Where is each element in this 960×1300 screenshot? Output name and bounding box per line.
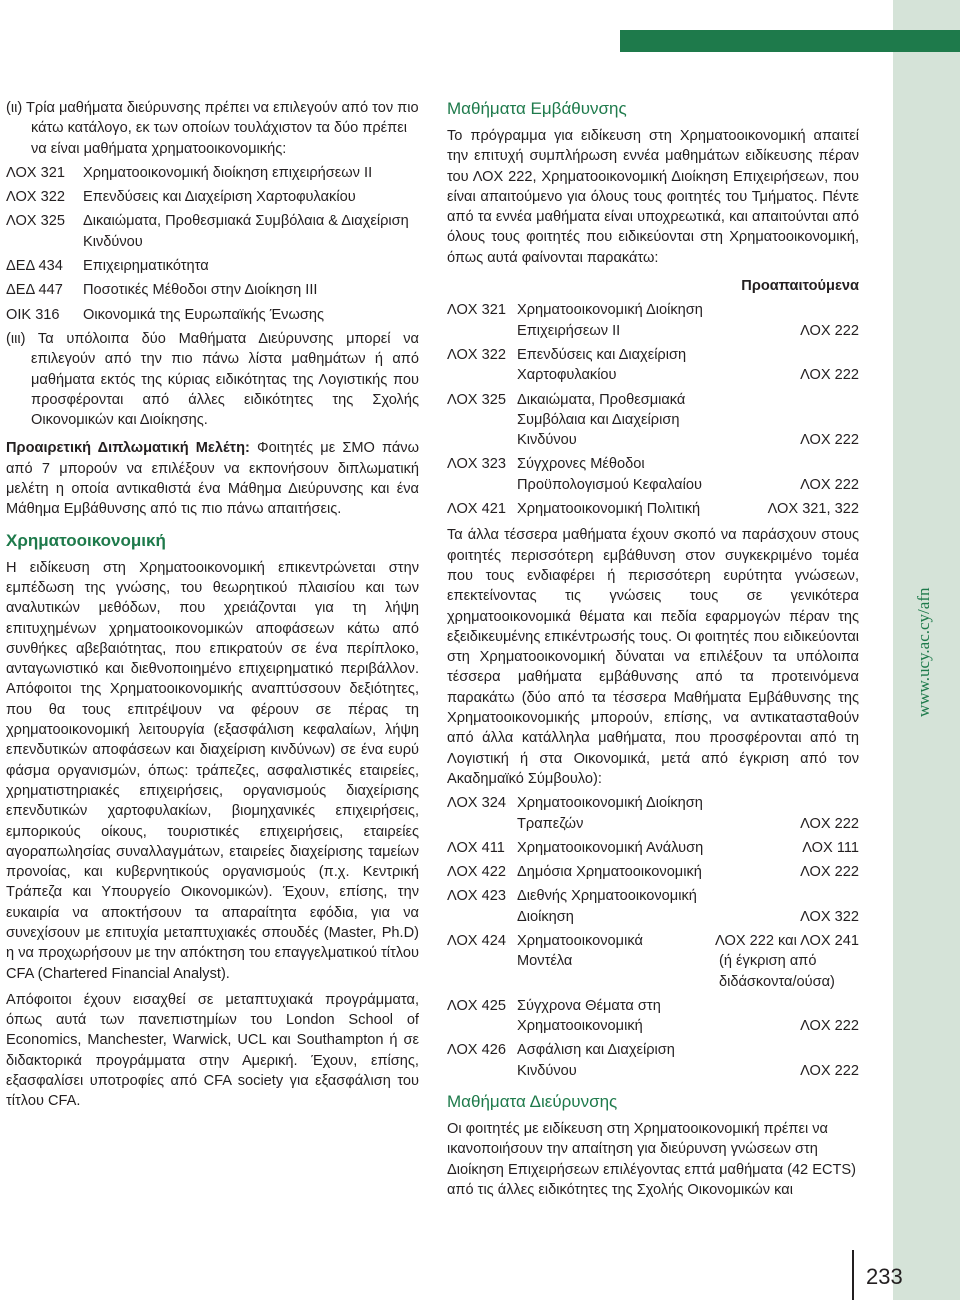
course-code: ΛΟΧ 321 xyxy=(447,302,506,319)
course-name: Επενδύσεις και Διαχείριση Χαρτοφυλακίου xyxy=(83,189,356,206)
course-code: ΔΕΔ 434 xyxy=(6,258,63,275)
course-name: Δικαιώματα, Προθεσμιακά Συμβόλαια & Διαχείριση Κινδύνου xyxy=(83,213,409,250)
required-course-row xyxy=(447,345,859,386)
elective-course-row xyxy=(447,1040,859,1081)
course-name: Επενδύσεις και Διαχείριση Χαρτοφυλακίου xyxy=(517,346,687,384)
prerequisites-heading: Προαπαιτούμενα xyxy=(741,278,859,295)
course-code: ΛΟΧ 325 xyxy=(6,213,65,230)
course-code: ΛΟΧ 322 xyxy=(447,346,506,363)
finance-paragraph-1: Η ειδίκευση στη Χρηματοοικονομική επικεντρώνεται στην εμπέδωση της γνώσης, του θεωρητικού πλαισίου και των αναλυτικών μεθόδων, που χρειάζονται για τη λήψη επιτυχημένων χρηματοοικονομικών αποφάσεων κάτω από συνθήκες αβεβαιότητας, που επικρατούν σε ένα περίπλοκο, ανταγωνιστικό και διεθνοποιημένο επιχειρηματικό περιβάλλον. Απόφοιτοι της Χρηματοοικονομικής αναπτύσσουν δεξιότητες, που θα τους επιτρέψουν να φέρουν σε πέρας τη χρηματοοικονομική λειτουργία (εξασφάλιση κεφαλαίων, λήψη επενδυτικών αποφάσεων και διαχείριση κινδύνων) σε ένα ευρύ φάσμα οργανισμών, όπως: τράπεζες, ασφαλιστικές εταιρείες, χρηματιστηριακές επιχειρήσεις, οργανισμούς διαχείρισης επενδυτικών χαρτοφυλακίων, βιομηχανικές επιχειρήσεις, εμπορικούς οίκους, τουριστικές επιχειρήσεις, εταιρείες αγοραπωλησίας συναλλαγμάτων, εταιρείες διαχείρισης ταμείων προνοίας, και κυβερνητικούς οργανισμούς (π.χ. Κεντρική Τράπεζα και Υπουργείο Οικονομικών). Έχουν, επίσης, την ευκαιρία να αποκτήσουν τα απαραίτητα εφόδια, για να συνεχίσουν με επιτυχία μεταπτυχιακές σπουδές (Master, Ph.D) η να προχωρήσουν με την απόκτηση του επαγγελματικού τίτλου CFA (Chartered Financial Analyst). xyxy=(6,559,419,982)
intro-iii: (ιιι) Τα υπόλοιπα δύο Μαθήματα Διεύρυνσης μπορεί να επιλεγούν από την πιο πάνω λίστα μαθημάτων ή από μαθήματα εκτός της κύριας ειδικότητας της Λογιστικής που προσφέρονται από άλλες ειδικότητες της Σχολής Οικονομικών και Διοίκησης. xyxy=(6,330,419,429)
course-code: ΛΟΧ 323 xyxy=(447,456,506,473)
depth-heading: Μαθήματα Εμβάθυνσης xyxy=(447,99,627,118)
right-column xyxy=(447,98,859,1204)
course-prerequisite: ΛΟΧ 321, 322 xyxy=(767,501,859,518)
course-name: Χρηματοοικονομική Διοίκηση Τραπεζών xyxy=(517,795,703,832)
finance-paragraph-2: Απόφοιτοι έχουν εισαχθεί σε μεταπτυχιακά προγράμματα, όπως αυτά των πανεπιστημίων του London School of Economics, Manchester, Warwick, UCL και Southampton ή σε διδακτορικά προγράμματα στην Αμερική. Έχουν, επίσης, εξασφαλίσει υποτροφίες από CFA society για εξασφάλιση του τίτλου CFA. xyxy=(6,991,419,1110)
course-prerequisite: ΛΟΧ 222 xyxy=(800,1062,859,1079)
course-code: ΛΟΧ 421 xyxy=(447,501,506,518)
elective-course-row xyxy=(447,931,859,992)
sidebar-url[interactable]: www.ucy.ac.cy/afn xyxy=(914,587,933,717)
course-code: ΛΟΧ 422 xyxy=(447,864,506,881)
course-prerequisite: ΛΟΧ 222 xyxy=(800,322,859,339)
left-column xyxy=(6,98,419,1116)
finance-heading: Χρηματοοικονομική xyxy=(6,530,166,550)
course-row xyxy=(6,163,419,183)
depth-paragraph-1: Το πρόγραμμα για ειδίκευση στη Χρηματοοικονομική απαιτεί την επιτυχή συμπλήρωση εννέα μαθημάτων ειδίκευσης πέραν του ΛΟΧ 222, Χρηματοοικονομική Διοίκηση Επιχειρήσεων, που είναι απαιτούμενο για όλους τους φοιτητές του Τμήματος. Πέντε από τα εννέα μαθήματα είναι υποχρεωτικά, και απαιτούνται από όλους τους φοιτητές που ειδικεύονται στη Χρηματοοικονομική, όπως αυτά φαίνονται παρακάτω: xyxy=(447,128,859,266)
course-row xyxy=(6,187,419,207)
course-name: Χρηματοοικονομική διοίκηση επιχειρήσεων ΙΙ xyxy=(83,164,373,181)
course-name: Χρηματοοικονομική Πολιτική xyxy=(517,501,701,518)
course-prerequisite: ΛΟΧ 222 xyxy=(800,476,859,493)
course-code: ΛΟΧ 425 xyxy=(447,997,506,1014)
required-course-row xyxy=(447,300,859,341)
thesis-paragraph xyxy=(6,438,419,519)
course-code: ΛΟΧ 322 xyxy=(6,189,65,206)
course-row xyxy=(6,211,419,252)
course-code: ΛΟΧ 411 xyxy=(447,839,505,856)
course-row xyxy=(6,305,419,325)
course-name: Δημόσια Χρηματοοικονομική xyxy=(517,864,702,881)
course-code: ΛΟΧ 424 xyxy=(447,932,506,949)
breadth-course-list xyxy=(6,163,419,325)
course-name: Ασφάλιση και Διαχείριση Κινδύνου xyxy=(517,1042,675,1079)
page-number-rule xyxy=(852,1250,854,1300)
course-name: Δικαιώματα, Προθεσμιακά Συμβόλαια και Διαχείριση Κινδύνου xyxy=(517,391,686,449)
course-prerequisite: ΛΟΧ 222 xyxy=(800,815,859,832)
required-course-row xyxy=(447,499,859,519)
thesis-label: Προαιρετική Διπλωματική Μελέτη: xyxy=(6,440,250,457)
required-course-row xyxy=(447,390,859,451)
required-course-list xyxy=(447,300,859,519)
elective-course-list xyxy=(447,793,859,1081)
course-name: Χρηματοοικονομική Διοίκηση Επιχειρήσεων ΙΙ xyxy=(517,302,703,339)
required-course-row xyxy=(447,454,859,495)
elective-course-row xyxy=(447,996,859,1037)
course-name: Ποσοτικές Μέθοδοι στην Διοίκηση ΙΙΙ xyxy=(83,282,318,299)
course-name: Επιχειρηματικότητα xyxy=(83,258,209,275)
course-code: ΛΟΧ 321 xyxy=(6,164,65,181)
course-code: ΔΕΔ 447 xyxy=(6,282,63,299)
breadth-paragraph: Οι φοιτητές με ειδίκευση στη Χρηματοοικονομική πρέπει να ικανοποιήσουν την απαίτηση για διεύρυνση γνώσεων στη Διοίκηση Επιχειρήσεων επιλέγοντας επτά μαθήματα (42 ECTS) από τις άλλες ειδικότητες της Σχολής Οικονομικών και xyxy=(447,1121,857,1198)
page-number: 233 xyxy=(866,1264,903,1289)
elective-course-row xyxy=(447,862,859,882)
course-prerequisite: ΛΟΧ 111 xyxy=(802,839,859,856)
header-color-bar xyxy=(620,30,960,52)
course-prerequisite: ΛΟΧ 322 xyxy=(800,908,859,925)
course-row xyxy=(6,280,419,300)
elective-course-row xyxy=(447,886,859,927)
course-code: ΛΟΧ 423 xyxy=(447,888,506,905)
elective-course-row xyxy=(447,838,859,858)
course-prerequisite: ΛΟΧ 222 xyxy=(800,367,859,384)
course-name: Χρηματοοικονομική Ανάλυση xyxy=(517,839,704,856)
course-row xyxy=(6,256,419,276)
course-name: Σύγχρονες Μέθοδοι Προϋπολογισμού Κεφαλαίου xyxy=(517,456,702,493)
course-code: ΛΟΧ 325 xyxy=(447,391,506,408)
depth-paragraph-2: Τα άλλα τέσσερα μαθήματα έχουν σκοπό να παράσχουν στους φοιτητές περισσότερη εμβάθυνση στον συγκεκριμένο τομέα που τους ενδιαφέρει ή περισσότερη ευρύτητα γνώσεων, επεκτείνοντας τις γνώσεις τους σε γενικότερα χρηματοοικονομικά θέματα και πεδία εφαρμογών πέραν της εξειδικευμένης επικέντρωσής τους. Οι φοιτητές που ειδικεύονται στη Χρηματοοικονομική δύναται να επιλέξουν τα υπόλοιπα τέσσερα μαθήματα εμβάθυνσης από τα προτεινόμενα παρακάτω (δύο από τα τέσσερα Μαθήματα Εμβάθυνσης της Χρηματοοικονομικής μπορούν, επίσης, να αντικατασταθούν από άλλα κατάλληλα μαθήματα, που προσφέρονται από τη Λογιστική ή στα Οικονομικά, μετά από έγκριση από τον Ακαδημαϊκό Σύμβουλο): xyxy=(447,527,859,787)
breadth-heading: Μαθήματα Διεύρυνσης xyxy=(447,1092,618,1112)
course-name: Χρηματοοικονομικά Μοντέλα xyxy=(517,932,643,970)
course-prerequisite: ΛΟΧ 222 xyxy=(800,432,859,449)
elective-course-row xyxy=(447,793,859,834)
thesis-text: Φοιτητές με ΣΜΟ πάνω από 7 μπορούν να επιλέξουν να εκπονήσουν διπλωματική μελέτη η οποία αντικαθιστά ένα Μάθημα Διεύρυνσης και ένα Μάθημα Εμβάθυνσης από τις πιο πάνω απαιτήσεις. xyxy=(6,440,419,518)
course-code: ΟΙΚ 316 xyxy=(6,306,60,323)
course-prerequisite-note: (ή έγκριση από διδάσκοντα/ούσα) xyxy=(719,953,835,990)
course-name: Σύγχρονα Θέματα στη Χρηματοοικονομική xyxy=(517,997,661,1035)
course-prerequisite: ΛΟΧ 222 xyxy=(800,1018,859,1035)
course-prerequisite: ΛΟΧ 222 και ΛΟΧ 241 xyxy=(715,932,859,949)
course-prerequisite: ΛΟΧ 222 xyxy=(800,864,859,881)
course-prerequisite-group xyxy=(699,931,859,992)
course-code: ΛΟΧ 324 xyxy=(447,795,506,812)
intro-ii: (ιι) Τρία μαθήματα διεύρυνσης πρέπει να επιλεγούν από τον πιο κάτω κατάλογο, εκ των οποίων τουλάχιστον τα δύο πρέπει να είναι μαθήματα χρηματοοικονομικής: xyxy=(6,100,419,157)
course-code: ΛΟΧ 426 xyxy=(447,1042,506,1059)
course-name: Οικονομικά της Ευρωπαϊκής Ένωσης xyxy=(83,306,325,323)
course-name: Διεθνής Χρηματοοικονομική Διοίκηση xyxy=(517,888,697,925)
